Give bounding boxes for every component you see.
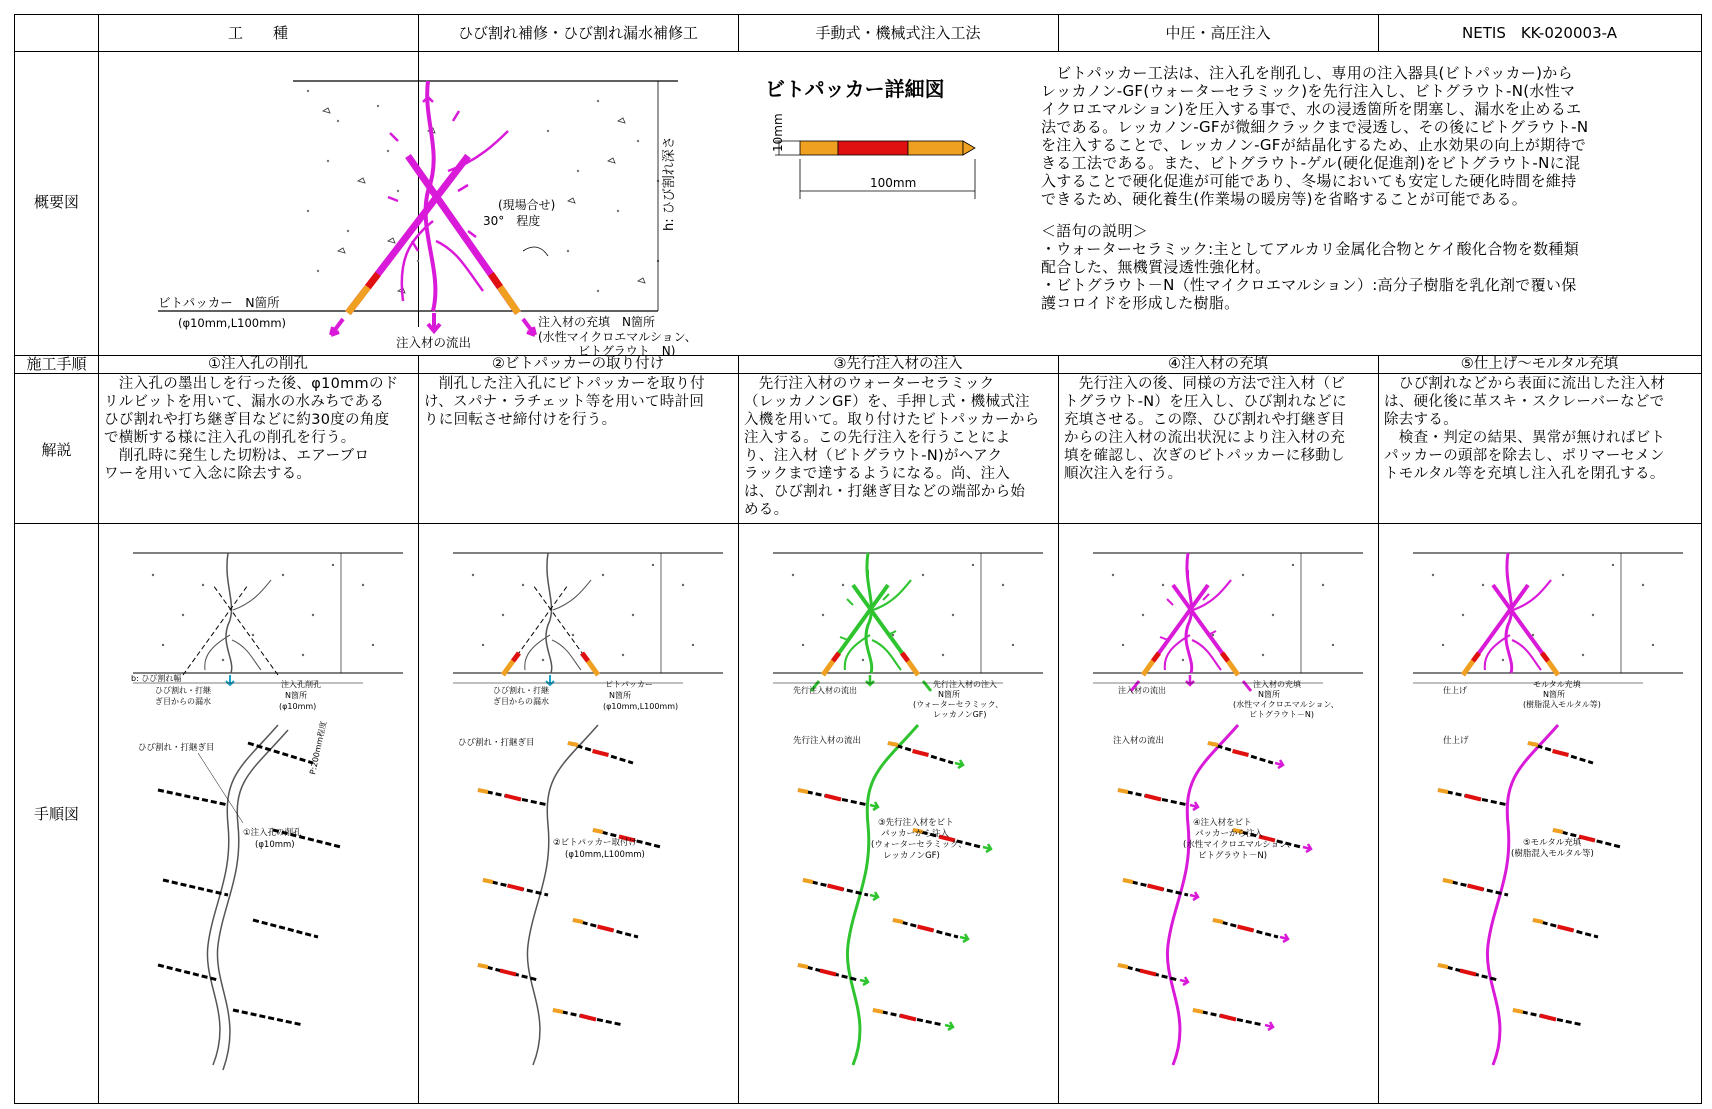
outflow-label: 注入材の流出 — [396, 335, 472, 350]
description-line: きる工法である。また、ビトグラウト-ゲル(硬化促進剤)をビトグラウト-Nに混 — [1041, 154, 1581, 172]
concrete-dot — [682, 584, 684, 586]
packer-tip — [963, 141, 975, 155]
packer-plan — [900, 1016, 916, 1020]
packer-plan — [1148, 886, 1164, 890]
inflow-arrow — [870, 802, 878, 810]
explain-line: パッカーの頭部を除去し、ポリマーセメン — [1384, 448, 1665, 464]
figure-label: N箇所 — [1543, 690, 1565, 699]
concrete-dot — [692, 644, 694, 646]
packer-plan — [478, 965, 488, 967]
crack-branch — [525, 580, 591, 670]
packer-plan — [1468, 886, 1484, 890]
packer-plan — [580, 1016, 596, 1020]
packer-plan — [1220, 1016, 1236, 1020]
inflow-arrow — [945, 1022, 953, 1030]
explain-line: 先行注入の後、同様の方法で注入材（ビ — [1064, 376, 1346, 392]
figure-label: b: ひび割れ幅 — [131, 674, 182, 683]
packer-plan — [873, 1010, 883, 1012]
concrete-dot — [1272, 614, 1274, 616]
packer-plan — [553, 1010, 563, 1012]
explain-line: 注入する。この先行注入を行うことによ — [744, 430, 1011, 446]
figure-label: ビトパッカー — [605, 680, 653, 689]
concrete-dot — [542, 659, 544, 661]
outflow-arrow — [1186, 675, 1194, 685]
crack-plan — [847, 725, 918, 1065]
packer-plan — [1238, 927, 1254, 931]
packer-plan — [1118, 965, 1128, 967]
figure-label: P:200mm程度 — [308, 720, 329, 776]
angle-label-2: 30° 程度 — [483, 214, 541, 228]
explain-line: で横断する様に注入孔の削孔を行う。 — [104, 430, 356, 446]
inflow-arrow — [955, 760, 963, 768]
outflow-arrow — [866, 675, 874, 685]
figure-label: 先行注入材の流出 — [793, 686, 857, 695]
label-leader — [198, 753, 243, 823]
fill-label-3: ビトグラウト N) — [578, 344, 676, 355]
concrete-dot — [1562, 574, 1564, 576]
packer-plan — [483, 880, 493, 882]
figure-label: パッカーから注入 — [1195, 829, 1264, 839]
concrete-dot — [162, 644, 164, 646]
packer-plan — [1193, 1010, 1203, 1012]
figure-label: ひび割れ・打継ぎ目 — [138, 743, 215, 753]
figure-label: 先行注入材の流出 — [793, 736, 862, 746]
concrete-dot — [792, 574, 794, 576]
packer-plan — [1123, 880, 1133, 882]
packer — [582, 653, 588, 661]
concrete-dot — [1612, 564, 1614, 566]
inflow-arrow — [1180, 977, 1188, 985]
packer-body — [800, 141, 838, 155]
figure-label: パッカーから注入 — [881, 829, 950, 839]
packer-plan — [1553, 751, 1569, 755]
figure-label: ②ビトパッカー取付け — [553, 838, 637, 848]
packer-plan — [508, 886, 524, 890]
explain-line: 削孔した注入孔にビトパッカーを取り付 — [424, 376, 705, 392]
step-diagram-5 — [1383, 525, 1693, 1100]
concrete-dot — [1242, 574, 1244, 576]
figure-label: ビトグラウト－N) — [1198, 851, 1268, 861]
packer-plan — [1553, 830, 1563, 832]
explain-line: 削孔時に発生した切粉は、エアーブロ — [104, 448, 370, 464]
step-explain-3 — [738, 374, 1058, 522]
inflow-arrow — [523, 319, 535, 335]
concrete-dot — [1142, 614, 1144, 616]
explain-line: 順次注入を行う。 — [1064, 466, 1183, 482]
packer-plan — [1233, 751, 1249, 755]
injection-hole-plan — [158, 790, 228, 805]
packer-left — [348, 287, 368, 313]
crack-plan — [1167, 725, 1238, 1065]
description-line: を注入することで、レッカノン-GFが結晶化するため、止水効果の向上が期待で — [1041, 136, 1587, 154]
concrete-dot — [1262, 654, 1264, 656]
concrete-dot — [482, 644, 484, 646]
packer-plan — [1140, 971, 1156, 975]
packer-plan — [1533, 920, 1543, 922]
packer-plan — [478, 790, 488, 792]
packer-left — [368, 274, 378, 287]
packer-plan — [598, 927, 614, 931]
crack — [226, 553, 232, 673]
packer-body — [908, 141, 963, 155]
concrete-dot — [822, 614, 824, 616]
explain-line: り、注入材（ビトグラウト-N)がヘアク — [744, 448, 1003, 464]
step-diagram-4 — [1063, 525, 1373, 1100]
explain-line: リルビットを用いて、漏水の水みちである — [104, 394, 385, 410]
explain-line: け、スパナ・ラチェット等を用いて時計回 — [424, 394, 705, 410]
figure-label: 仕上げ — [1443, 686, 1467, 695]
glossary-line: ・ウォーターセラミック:主としてアルカリ金属化合物とケイ酸化合物を数種類 — [1041, 240, 1580, 258]
packer-plan — [1118, 790, 1128, 792]
packer-plan — [820, 971, 836, 975]
packer — [1222, 653, 1228, 661]
row-label-steps: 施工手順 — [26, 355, 87, 373]
concrete-dot — [1012, 644, 1014, 646]
concrete-dot — [502, 614, 504, 616]
concrete-dot — [522, 584, 524, 586]
concrete-dot — [972, 564, 974, 566]
description-line: 入することで硬化促進が可能であり、冬場においても安定した硬化時間を維持 — [1041, 172, 1577, 190]
inflow-arrow — [1303, 844, 1311, 852]
description-line: レッカノン-GF(ウォーターセラミック)を先行注入し、ビトグラウト-N(水性マ — [1041, 82, 1576, 100]
step-title-5: ⑤仕上げ～モルタル充填 — [1460, 356, 1619, 372]
packer — [1542, 653, 1548, 661]
figure-label: N箇所 — [285, 691, 307, 700]
packer-plan — [1460, 971, 1476, 975]
description-line: ビトパッカー工法は、注入孔を削孔し、専用の注入器具(ビトパッカー)から — [1041, 64, 1573, 82]
injection-hole-plan — [233, 1010, 303, 1025]
concrete-dot — [1112, 574, 1114, 576]
figure-label: ①注入孔の削孔 — [243, 828, 302, 838]
injection-hole-plan — [248, 743, 313, 763]
overview-diagram — [98, 51, 718, 355]
packer-plan — [593, 830, 603, 832]
figure-label: ひび割れ・打継 — [155, 686, 211, 695]
concrete-dot — [602, 574, 604, 576]
packer-plan — [918, 927, 934, 931]
grid-line — [98, 523, 1701, 524]
inflow-arrow — [1190, 802, 1198, 810]
row-label-explain: 解説 — [41, 441, 72, 459]
concrete-dot — [332, 564, 334, 566]
explain-line: ラックまで達するようになる。尚、注入 — [744, 466, 1011, 482]
header-netis: NETIS KK-020003-A — [1462, 24, 1617, 42]
explain-line: （レッカノンGF）を、手押し式・機械式注 — [744, 394, 1030, 410]
explain-line: ワーを用いて入念に除去する。 — [104, 466, 312, 482]
document-sheet — [14, 14, 1702, 1104]
packer — [1153, 653, 1159, 661]
concrete-dot — [202, 584, 204, 586]
dim-height-label: 10mm — [771, 113, 785, 152]
step-diagram-1 — [103, 525, 413, 1100]
packer-plan — [828, 886, 844, 890]
explain-line: トモルタル等を充填し注入孔を閉孔する。 — [1384, 466, 1665, 482]
crack — [546, 553, 552, 673]
explain-line: める。 — [744, 502, 789, 518]
fill-label-1: 注入材の充填 N箇所 — [538, 315, 655, 329]
figure-label: (φ10mm) — [255, 840, 295, 850]
figure-label: (樹脂混入モルタル等) — [1511, 849, 1594, 859]
packer-plan — [573, 920, 583, 922]
figure-label: ひび割れ・打継 — [493, 686, 549, 695]
packer-plan — [888, 743, 898, 745]
explain-line: ひび割れなどから表面に流出した注入材 — [1384, 376, 1666, 392]
figure-label: 仕上げ — [1443, 736, 1469, 746]
crack-plan — [1487, 725, 1558, 1065]
concrete-dot — [652, 564, 654, 566]
inflow-arrow — [1280, 934, 1288, 942]
concrete-dot — [1442, 644, 1444, 646]
packer-plan — [1438, 965, 1448, 967]
packer-plan — [1558, 927, 1574, 931]
figure-label: (ウォーターセラミック、 — [871, 840, 967, 850]
step-title-4: ④注入材の充填 — [1168, 356, 1268, 372]
concrete-dot — [222, 659, 224, 661]
concrete-dot — [1502, 659, 1504, 661]
explain-line: は、ひび割れ・打継ぎ目などの端部から始 — [744, 484, 1026, 500]
concrete-dot — [362, 584, 364, 586]
figure-label: (水性マイクロエマルション、 — [1183, 840, 1296, 850]
packer-label: ビトパッカー N箇所 — [158, 295, 280, 310]
crack-branch — [1485, 580, 1551, 670]
concrete-dot — [1642, 584, 1644, 586]
crack-branch — [845, 580, 911, 670]
injection-hole — [213, 585, 278, 675]
step-title-3: ③先行注入材の注入 — [833, 356, 963, 372]
explain-line: 除去する。 — [1384, 412, 1458, 428]
detail-title: ビトパッカー詳細図 — [765, 77, 945, 99]
concrete-dot — [372, 644, 374, 646]
concrete-dot — [1162, 584, 1164, 586]
crack-plan — [207, 725, 278, 1065]
figure-label: ③先行注入材をビト — [878, 818, 954, 828]
explain-line: 先行注入材のウォーターセラミック — [744, 376, 995, 392]
outflow-arrow — [428, 313, 440, 331]
packer-plan — [1213, 920, 1223, 922]
concrete-dot — [862, 659, 864, 661]
figure-label: 注入材の流出 — [1113, 736, 1165, 746]
concrete-dot — [152, 574, 154, 576]
angle-arc — [523, 247, 548, 256]
inflow-arrow — [1275, 760, 1283, 768]
concrete-dot — [1322, 584, 1324, 586]
leak-arrow — [226, 675, 234, 685]
concrete-dot — [1122, 644, 1124, 646]
packer-plan — [1540, 1016, 1556, 1020]
packer — [833, 653, 839, 661]
figure-label: (ウォーターセラミック、 — [913, 700, 1004, 709]
inflow-arrow — [960, 934, 968, 942]
figure-label: N箇所 — [609, 691, 631, 700]
figure-label: ぎ目からの漏水 — [493, 697, 549, 706]
injection-hole — [183, 585, 248, 675]
inflow-arrow — [1265, 1022, 1273, 1030]
concrete-dot — [952, 614, 954, 616]
concrete-dot — [1292, 564, 1294, 566]
explain-line: ひび割れや打ち継ぎ目などに約30度の角度 — [104, 412, 390, 428]
glossary-line: ・ビトグラウト－N（性マイクロエマルション）:高分子樹脂を乳化剤で覆い保 — [1041, 276, 1577, 294]
step-explain-2 — [418, 374, 738, 522]
step-explain-1 — [98, 374, 418, 522]
row-label-diagram: 手順図 — [33, 805, 79, 823]
depth-label: h: ひび割れ深さ — [662, 136, 677, 231]
packer-plan — [798, 790, 808, 792]
packer-plan — [500, 971, 516, 975]
step-explain-4 — [1058, 374, 1378, 522]
packer-size-label: (φ10mm,L100mm) — [178, 316, 287, 330]
concrete-dot — [302, 654, 304, 656]
angle-label-1: (現場合せ) — [498, 198, 556, 212]
explain-line: 注入孔の墨出しを行った後、φ10mmのド — [104, 376, 399, 392]
glossary-title: ＜語句の説明＞ — [1041, 222, 1149, 240]
concrete-dot — [1182, 659, 1184, 661]
concrete-dot — [1582, 654, 1584, 656]
description-line: できるため、硬化養生(作業場の暖房等)を省略することが可能である。 — [1041, 190, 1528, 208]
explain-line: 入機を用いて。取り付けたビトパッカーから — [744, 412, 1040, 428]
figure-label: (水性マイクロエマルション、 — [1233, 700, 1339, 709]
concrete-dot — [252, 634, 254, 636]
packer-plan — [1443, 880, 1453, 882]
packer-plan — [1513, 1010, 1523, 1012]
fill-label-2: (水性マイクロエマルション、 — [538, 330, 697, 344]
description-line: 法である。レッカノン-GFが微細クラックまで浸透し、その後にビトグラウト-N — [1041, 118, 1589, 136]
packer-body — [838, 141, 908, 155]
figure-label: N箇所 — [938, 690, 960, 699]
injection-hole-plan — [253, 920, 318, 937]
inflow-arrow — [860, 977, 868, 985]
inflow-arrow — [1190, 892, 1198, 900]
dim-length-label: 100mm — [870, 176, 917, 190]
figure-label: ぎ目からの漏水 — [155, 697, 211, 706]
step-explain-5 — [1378, 374, 1701, 522]
explain-line: 充填させる。この際、ひび割れや打継ぎ目 — [1064, 412, 1346, 428]
figure-label: 注入材の流出 — [1118, 686, 1166, 695]
glossary-line: 護コロイドを形成した樹脂。 — [1041, 294, 1240, 312]
packer-plan — [505, 796, 521, 800]
concrete-dot — [1592, 614, 1594, 616]
step-title-1: ①注入孔の削孔 — [208, 356, 308, 372]
figure-label: N箇所 — [1258, 690, 1280, 699]
inflow-arrow — [983, 844, 991, 852]
figure-label: レッカノンGF) — [933, 710, 987, 719]
header-category: ひび割れ補修・ひび割れ漏水補修工 — [457, 24, 698, 42]
concrete-dot — [1482, 584, 1484, 586]
packer-plan — [1528, 743, 1538, 745]
crack-plan — [527, 725, 598, 1065]
figure-label: 注入孔削孔 — [281, 680, 321, 689]
packer-plan — [1465, 796, 1481, 800]
concrete-dot — [922, 574, 924, 576]
figure-label: (φ10mm) — [279, 702, 317, 711]
packer-plan — [1145, 796, 1161, 800]
packer-plan — [798, 965, 808, 967]
packer-plan — [1579, 837, 1595, 841]
packer-plan — [1208, 743, 1218, 745]
packer-plan — [825, 796, 841, 800]
description-line: イクロエマルション)を圧入する事で、水の浸透箇所を閉塞し、漏水を止めるエ — [1041, 100, 1582, 118]
header-type-label: 工 種 — [227, 24, 288, 42]
figure-label: レッカノンGF) — [883, 851, 940, 861]
figure-label: モルタル充填 — [1533, 680, 1581, 689]
figure-label: ⑤モルタル充填 — [1523, 838, 1582, 848]
concrete-dot — [842, 584, 844, 586]
figure-label: 先行注入材の注入 — [933, 680, 997, 689]
concrete-dot — [282, 574, 284, 576]
explain-line: は、硬化後に革スキ・スクレーバーなどで — [1384, 394, 1665, 410]
concrete-dot — [572, 634, 574, 636]
figure-label: ビトグラウト－N) — [1249, 710, 1314, 719]
grid-line — [15, 523, 98, 524]
packer-plan — [1438, 790, 1448, 792]
concrete-dot — [1462, 614, 1464, 616]
figure-label: (樹脂混入モルタル等) — [1523, 700, 1601, 709]
concrete-dot — [1652, 644, 1654, 646]
packer-plan — [568, 743, 578, 745]
concrete-dot — [1002, 584, 1004, 586]
concrete-dot — [632, 614, 634, 616]
header-method: 手動式・機械式注入工法 — [815, 24, 981, 42]
glossary-line: 配合した、無機質浸透性強化材。 — [1041, 258, 1271, 276]
packer-plan — [803, 880, 813, 882]
concrete-dot — [1432, 574, 1434, 576]
packer — [1473, 653, 1479, 661]
overview-description — [1035, 63, 1701, 353]
figure-label: (φ10mm,L100mm) — [565, 850, 645, 860]
concrete-dot — [182, 614, 184, 616]
explain-line: からの注入材の流出状況により注入材の充 — [1064, 430, 1346, 446]
packer — [513, 653, 519, 661]
figure-label: ひび割れ・打継ぎ目 — [458, 738, 535, 748]
concrete-dot — [622, 654, 624, 656]
injection-hole-plan — [163, 880, 228, 895]
inflow-arrow — [870, 892, 878, 900]
concrete-dot — [942, 654, 944, 656]
packer-right — [500, 287, 518, 313]
explain-line: トグラウト-N）を圧入し、ひび割れなどに — [1064, 394, 1347, 410]
concrete-dots — [307, 90, 659, 302]
figure-label: (φ10mm,L100mm) — [603, 702, 679, 711]
crack-branch — [205, 580, 271, 670]
step-diagram-2 — [423, 525, 733, 1100]
leak-arrow — [546, 675, 554, 685]
explain-line: りに回転させ締付けを行う。 — [424, 412, 617, 428]
header-pressure: 中圧・高圧注入 — [1165, 24, 1271, 42]
packer-plan — [913, 751, 929, 755]
step-diagram-3 — [743, 525, 1053, 1100]
concrete-dot — [1332, 644, 1334, 646]
step-title-2: ②ビトパッカーの取り付け — [491, 356, 665, 372]
concrete-dot — [312, 614, 314, 616]
packer-right — [491, 274, 500, 287]
concrete-dot — [472, 574, 474, 576]
packer-plan — [893, 920, 903, 922]
explain-line: 填を確認し、次ぎのビトパッカーに移動し — [1064, 448, 1345, 464]
row-label-overview: 概要図 — [33, 193, 79, 211]
packer — [902, 653, 908, 661]
concrete-dot — [802, 644, 804, 646]
packer-detail-diagram — [755, 111, 1025, 201]
figure-label: ④注入材をビト — [1193, 818, 1252, 828]
inflow-arrow — [331, 319, 343, 335]
crack-branch — [1165, 580, 1231, 670]
figure-label: 注入材の充填 — [1253, 680, 1301, 689]
packer-plan — [593, 751, 609, 755]
explain-line: 検査・判定の結果、異常が無ければビト — [1384, 430, 1666, 446]
